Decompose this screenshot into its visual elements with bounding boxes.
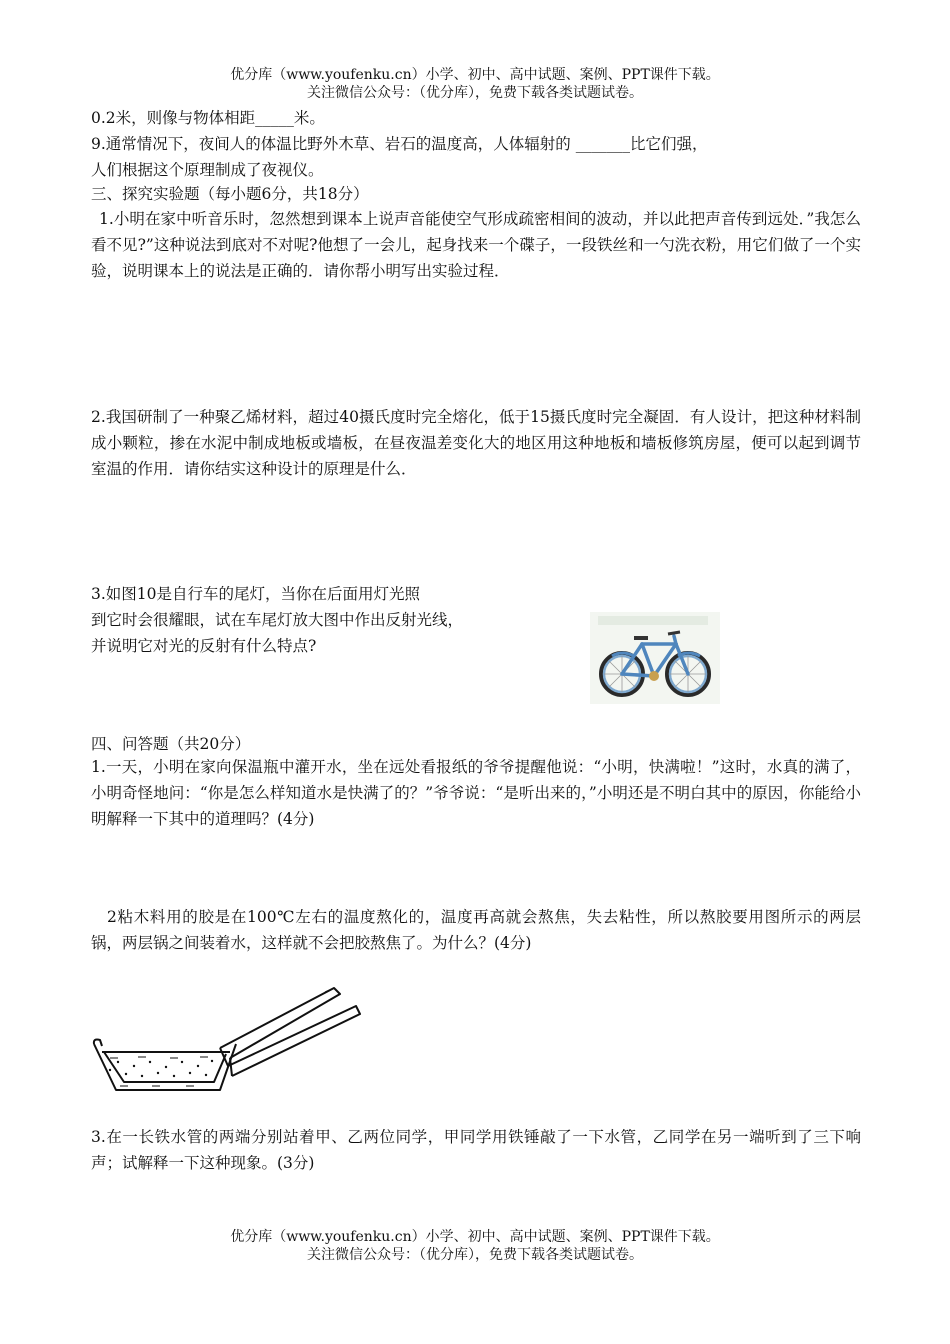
fill-blank-continuation: 0.2米，则像与物体相距_____米。 — [91, 109, 325, 127]
question-3-3-line-3: 并说明它对光的反射有什么特点? — [91, 637, 317, 655]
question-9-line-1: 9.通常情况下，夜间人的体温比野外木草、岩石的温度高，人体辐射的 _______比它们强， — [91, 135, 708, 153]
section-4-heading: 四、问答题（共20分） — [91, 735, 251, 753]
double-pot-figure — [90, 966, 370, 1102]
question-3-3-line-2: 到它时会很耀眼，试在车尾灯放大图中作出反射光线， — [91, 611, 464, 629]
page-footer — [0, 1228, 950, 1264]
question-4-2: 2粘木料用的胶是在100℃左右的温度熬化的，温度再高就会熬焦，失去粘性，所以熬胶要用图所示的两层锅，两层锅之间装着水，这样就不会把胶熬焦了。为什么？(4分) — [91, 908, 861, 952]
page-header — [0, 66, 950, 102]
header-line-1: 优分库（www.youfenku.cn）小学、初中、高中试题、案例、PPT课件下载。 — [230, 67, 720, 83]
footer-line-2: 关注微信公众号：（优分库），免费下载各类试题试卷。 — [307, 1247, 643, 1263]
question-3-3-line-1: 3.如图10是自行车的尾灯，当你在后面用灯光照 — [91, 585, 421, 603]
question-3-1: 1.小明在家中听音乐时，忽然想到课本上说声音能使空气形成疏密相间的波动，并以此把声音传到远处．”我怎么看不见?”这种说法到底对不对呢?他想了一会儿，起身找来一个碟子，一段铁丝和一勺洗衣粉，用它们做了一个实验，说明课本上的说法是正确的．请你帮小明写出实验过程． — [91, 210, 861, 280]
footer-line-1: 优分库（www.youfenku.cn）小学、初中、高中试题、案例、PPT课件下载。 — [230, 1229, 720, 1245]
question-4-3: 3.在一长铁水管的两端分别站着甲、乙两位同学，甲同学用铁锤敲了一下水管，乙同学在另一端听到了三下响声；试解释一下这种现象。(3分) — [91, 1128, 861, 1172]
question-3-2: 2.我国研制了一种聚乙烯材料，超过40摄氏度时完全熔化，低于15摄氏度时完全凝固．有人设计，把这种材料制成小颗粒，掺在水泥中制成地板或墙板，在昼夜温差变化大的地区用这种地板和墙板修筑房屋，便可以起到调节室温的作用．请你结实这种设计的原理是什么． — [91, 408, 861, 478]
header-line-2: 关注微信公众号：（优分库），免费下载各类试题试卷。 — [307, 85, 643, 101]
bicycle-figure — [590, 612, 720, 704]
question-4-1: 1.一天，小明在家向保温瓶中灌开水，坐在远处看报纸的爷爷提醒他说：“小明，快满啦！”这时，水真的满了，小明奇怪地问：“你是怎么样知道水是快满了的？”爷爷说：“是听出来的，”小明还是不明白其中的原因，你能给小明解释一下其中的道理吗？(4分) — [91, 758, 861, 828]
section-3-heading: 三、探究实验题（每小题6分，共18分） — [91, 185, 369, 203]
question-9-line-2: 人们根据这个原理制成了夜视仪。 — [91, 161, 324, 179]
